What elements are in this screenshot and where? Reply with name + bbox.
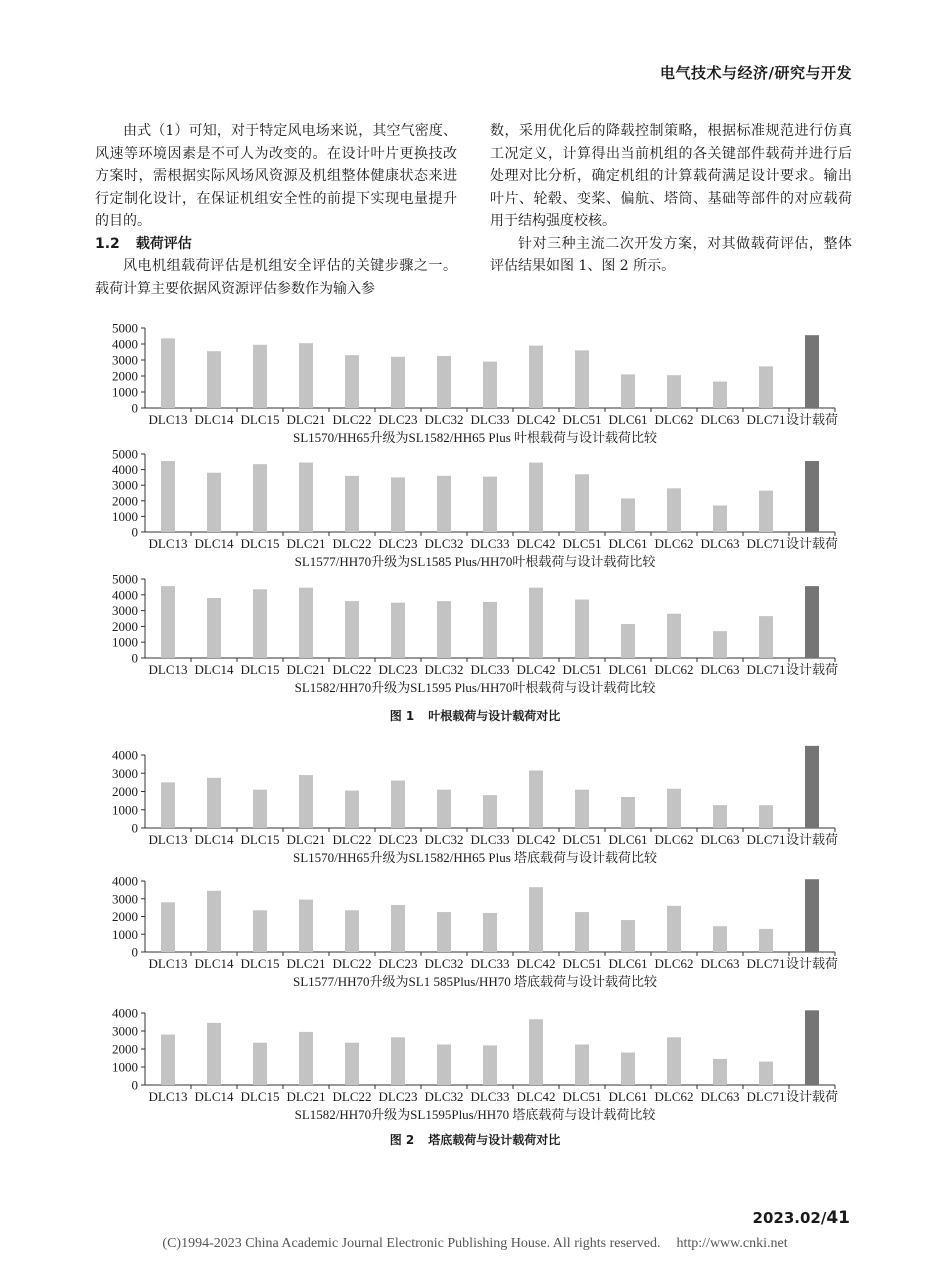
y-tick-label: 2000 [112,618,138,634]
bar [437,356,451,408]
bar [437,790,451,828]
bar [667,614,681,658]
x-tick-label: DLC21 [286,832,326,847]
x-tick-label: DLC15 [240,536,280,551]
x-tick-label: DLC22 [332,412,372,427]
bar [437,601,451,658]
x-tick-label: DLC14 [194,536,234,551]
y-tick-label: 4000 [112,587,138,603]
y-tick-label: 4000 [112,336,138,352]
x-tick-label: DLC51 [562,956,602,971]
bar [253,1043,267,1085]
x-tick-label: DLC14 [194,1089,234,1104]
bar [759,805,773,828]
chart-title: SL1577/HH70升级为SL1 585Plus/HH70 塔底载荷与设计载荷比较 [292,974,658,989]
bar [161,902,175,952]
x-tick-label: DLC14 [194,412,234,427]
x-tick-label: DLC23 [378,536,418,551]
bar [529,887,543,952]
bar [529,346,543,408]
x-tick-label: DLC21 [286,662,326,677]
x-tick-label: DLC22 [332,832,372,847]
y-tick-label: 2000 [112,1041,138,1057]
section-heading [95,233,457,256]
bar [299,1032,313,1085]
figure-2-caption [0,1131,950,1148]
x-tick-label: DLC15 [240,1089,280,1104]
x-tick-label: DLC42 [516,536,556,551]
x-tick-label: DLC42 [516,956,556,971]
x-tick-label: DLC51 [562,1089,602,1104]
x-tick-label: DLC13 [148,662,188,677]
y-tick-label: 3000 [112,765,138,781]
x-tick-label: DLC22 [332,662,372,677]
page-label: 41 [826,1208,850,1228]
x-tick-label: DLC23 [378,412,418,427]
x-tick-label: 设计载荷 [785,412,839,427]
y-tick-label: 4000 [112,1005,138,1021]
bar [759,1062,773,1085]
bar [575,474,589,532]
footer-url: http://www.cnki.net [676,1236,788,1251]
bar [483,795,497,828]
bar [299,900,313,952]
bar [621,374,635,408]
bar [391,477,405,532]
x-tick-label: DLC15 [240,412,280,427]
body-paragraph: 由式（1）可知，对于特定风电场来说，其空气密度、风速等环境因素是不可人为改变的。在设计叶片更换技改方案时，需根据实际风场风资源及机组整体健康状态来进行定制化设计，在保证机组安全性的前提下实现电量提升的目的。 [95,123,457,229]
y-tick-label: 5000 [112,571,138,587]
x-tick-label: DLC71 [746,832,786,847]
bar [391,905,405,952]
x-tick-label: DLC32 [424,536,464,551]
bar [483,362,497,408]
issue-label: 2023.02/ [752,1209,827,1227]
x-tick-label: DLC15 [240,662,280,677]
x-tick-label: DLC63 [700,412,740,427]
bar [575,350,589,408]
chart-title: SL1582/HH70升级为SL1595Plus/HH70 塔底载荷与设计载荷比较 [294,1107,656,1122]
page-number [730,1208,850,1228]
bar [391,603,405,658]
bar [391,357,405,408]
journal-header: 电气技术与经济/研究与开发 [660,64,852,82]
y-tick-label: 2000 [112,784,138,799]
x-tick-label: DLC32 [424,956,464,971]
bar [391,1037,405,1085]
x-tick-label: DLC22 [332,956,372,971]
x-tick-label: DLC13 [148,832,188,847]
x-tick-label: DLC33 [470,1089,510,1104]
body-paragraph: 数，采用优化后的降载控制策略，根据标准规范进行仿真工况定义，计算得出当前机组的各关键部件载荷并进行后处理对比分析，确定机组的计算载荷满足设计要求。输出叶片、轮毂、变桨、偏航、塔筒、基础等部件的对应载荷用于结构强度校核。 [490,123,852,229]
bar [483,477,497,532]
bar [345,601,359,658]
copyright-footer [0,1236,950,1252]
bar [621,1053,635,1085]
y-tick-label: 2000 [112,368,138,384]
x-tick-label: DLC33 [470,956,510,971]
bar [437,912,451,952]
x-tick-label: DLC71 [746,1089,786,1104]
bar [759,366,773,408]
blade-root-chart-1 [90,315,860,447]
bar [437,1045,451,1086]
x-tick-label: DLC32 [424,832,464,847]
bar [667,488,681,532]
x-tick-label: DLC21 [286,1089,326,1104]
tower-base-chart-1 [90,742,860,868]
blade-root-chart-3 [90,566,860,698]
y-tick-label: 3000 [112,352,138,368]
x-tick-label: DLC61 [608,832,648,847]
section-number: 1.2 [95,235,120,252]
design-load-bar [805,1010,819,1085]
x-tick-label: DLC14 [194,956,234,971]
y-tick-label: 4000 [112,747,138,763]
bar [161,586,175,658]
x-tick-label: DLC21 [286,412,326,427]
x-tick-label: DLC14 [194,662,234,677]
tower-base-chart-2 [90,868,860,992]
bar [345,355,359,408]
bar [621,797,635,828]
bar [575,912,589,952]
y-tick-label: 0 [131,400,138,416]
bar [207,598,221,658]
bar [207,473,221,532]
bar [713,1059,727,1085]
body-paragraph: 针对三种主流二次开发方案，对其做载荷评估，整体评估结果如图 1、图 2 所示。 [490,235,852,274]
y-tick-label: 1000 [112,926,138,942]
y-tick-label: 0 [131,820,138,836]
x-tick-label: DLC42 [516,412,556,427]
x-tick-label: DLC51 [562,536,602,551]
bar [621,498,635,532]
bar [161,338,175,408]
chart-title: SL1570/HH65升级为SL1582/HH65 Plus 叶根载荷与设计载荷比较 [292,430,658,445]
bar [529,771,543,828]
bar [345,476,359,532]
x-tick-label: DLC51 [562,412,602,427]
y-tick-label: 3000 [112,603,138,619]
x-tick-label: DLC62 [654,536,694,551]
x-tick-label: DLC22 [332,536,372,551]
x-tick-label: DLC62 [654,662,694,677]
bar [621,920,635,952]
bar [713,926,727,952]
bar [713,382,727,408]
figure-number: 图 2 [389,1133,415,1147]
bar [253,790,267,828]
bar [483,602,497,658]
y-tick-label: 3000 [112,477,138,493]
design-load-bar [805,586,819,658]
figure-1-caption [0,707,950,724]
y-tick-label: 0 [131,944,138,960]
y-tick-label: 3000 [112,1023,138,1039]
x-tick-label: DLC33 [470,832,510,847]
left-column [95,120,457,300]
blade-root-chart-2 [90,441,860,572]
bar [207,1023,221,1085]
design-load-bar [805,746,819,828]
bar [161,782,175,828]
bar [621,624,635,658]
x-tick-label: 设计载荷 [785,956,839,971]
y-tick-label: 3000 [112,891,138,907]
bar [299,463,313,532]
x-tick-label: DLC23 [378,956,418,971]
bar [575,1045,589,1086]
x-tick-label: DLC42 [516,662,556,677]
x-tick-label: DLC32 [424,412,464,427]
x-tick-label: DLC51 [562,662,602,677]
x-tick-label: 设计载荷 [785,536,839,551]
x-tick-label: DLC62 [654,832,694,847]
bar [253,345,267,408]
bar [345,1043,359,1085]
x-tick-label: DLC62 [654,956,694,971]
x-tick-label: DLC14 [194,832,234,847]
x-tick-label: DLC23 [378,662,418,677]
y-tick-label: 1000 [112,634,138,650]
x-tick-label: 设计载荷 [785,662,839,677]
bar [207,351,221,408]
figure-number: 图 1 [389,709,415,723]
y-tick-label: 1000 [112,508,138,524]
bar [299,343,313,408]
x-tick-label: DLC23 [378,832,418,847]
bar [713,505,727,532]
x-tick-label: DLC15 [240,832,280,847]
bar [299,775,313,828]
bar [345,910,359,952]
bar [667,789,681,828]
x-tick-label: DLC13 [148,1089,188,1104]
bar [575,600,589,658]
x-tick-label: DLC51 [562,832,602,847]
bar [667,1037,681,1085]
x-tick-label: DLC61 [608,956,648,971]
y-tick-label: 0 [131,650,138,666]
x-tick-label: DLC32 [424,1089,464,1104]
bar [529,463,543,532]
bar [207,778,221,828]
y-tick-label: 4000 [112,873,138,889]
body-paragraph: 风电机组载荷评估是机组安全评估的关键步骤之一。载荷计算主要依据风资源评估参数作为输入参 [95,258,457,297]
y-tick-label: 1000 [112,1059,138,1075]
bar [437,476,451,532]
x-tick-label: DLC71 [746,662,786,677]
x-tick-label: DLC42 [516,832,556,847]
right-column [490,120,852,278]
x-tick-label: DLC63 [700,662,740,677]
bar [483,913,497,952]
x-tick-label: DLC63 [700,536,740,551]
chart-title: SL1570/HH65升级为SL1582/HH65 Plus 塔底载荷与设计载荷比较 [292,850,658,865]
bar [253,464,267,532]
bar [529,1019,543,1085]
x-tick-label: DLC21 [286,536,326,551]
x-tick-label: DLC71 [746,956,786,971]
chart-title: SL1577/HH70升级为SL1585 Plus/HH70叶根载荷与设计载荷比较 [294,554,656,569]
y-tick-label: 0 [131,1077,138,1093]
figure-title: 塔底载荷与设计载荷对比 [428,1133,561,1147]
y-tick-label: 1000 [112,802,138,818]
x-tick-label: DLC23 [378,1089,418,1104]
tower-base-chart-3 [90,1000,860,1125]
y-tick-label: 2000 [112,493,138,509]
bar [161,1035,175,1085]
y-tick-label: 0 [131,524,138,540]
bar [713,805,727,828]
bar [207,891,221,952]
x-tick-label: DLC42 [516,1089,556,1104]
bar [345,791,359,828]
x-tick-label: DLC61 [608,412,648,427]
x-tick-label: 设计载荷 [785,1089,839,1104]
bar [391,781,405,828]
x-tick-label: DLC13 [148,412,188,427]
bar [575,790,589,828]
y-tick-label: 5000 [112,320,138,336]
x-tick-label: DLC22 [332,1089,372,1104]
bar [483,1045,497,1085]
design-load-bar [805,461,819,532]
bar [759,491,773,532]
bar [253,589,267,658]
x-tick-label: DLC13 [148,536,188,551]
x-tick-label: DLC63 [700,832,740,847]
x-tick-label: DLC21 [286,956,326,971]
section-title: 载荷评估 [135,235,192,252]
x-tick-label: DLC32 [424,662,464,677]
x-tick-label: DLC61 [608,1089,648,1104]
x-tick-label: DLC62 [654,412,694,427]
copyright-text: (C)1994-2023 China Academic Journal Electronic Publishing House. All rights reserved. [162,1236,661,1251]
x-tick-label: DLC33 [470,536,510,551]
x-tick-label: DLC33 [470,662,510,677]
x-tick-label: DLC61 [608,536,648,551]
bar [759,616,773,658]
bar [759,929,773,952]
bar [667,375,681,408]
bar [253,910,267,952]
bar [299,588,313,658]
y-tick-label: 4000 [112,462,138,478]
x-tick-label: DLC15 [240,956,280,971]
bar [667,906,681,952]
x-tick-label: DLC71 [746,412,786,427]
x-tick-label: DLC13 [148,956,188,971]
design-load-bar [805,879,819,952]
y-tick-label: 1000 [112,384,138,400]
chart-title: SL1582/HH70升级为SL1595 Plus/HH70叶根载荷与设计载荷比较 [294,680,656,695]
y-tick-label: 2000 [112,909,138,924]
bar [713,631,727,658]
x-tick-label: DLC71 [746,536,786,551]
design-load-bar [805,335,819,408]
figure-title: 叶根载荷与设计载荷对比 [428,709,561,723]
x-tick-label: DLC61 [608,662,648,677]
x-tick-label: DLC63 [700,1089,740,1104]
x-tick-label: DLC62 [654,1089,694,1104]
bar [161,461,175,532]
y-tick-label: 5000 [112,446,138,462]
x-tick-label: DLC33 [470,412,510,427]
x-tick-label: DLC63 [700,956,740,971]
bar [529,588,543,658]
x-tick-label: 设计载荷 [785,832,839,847]
